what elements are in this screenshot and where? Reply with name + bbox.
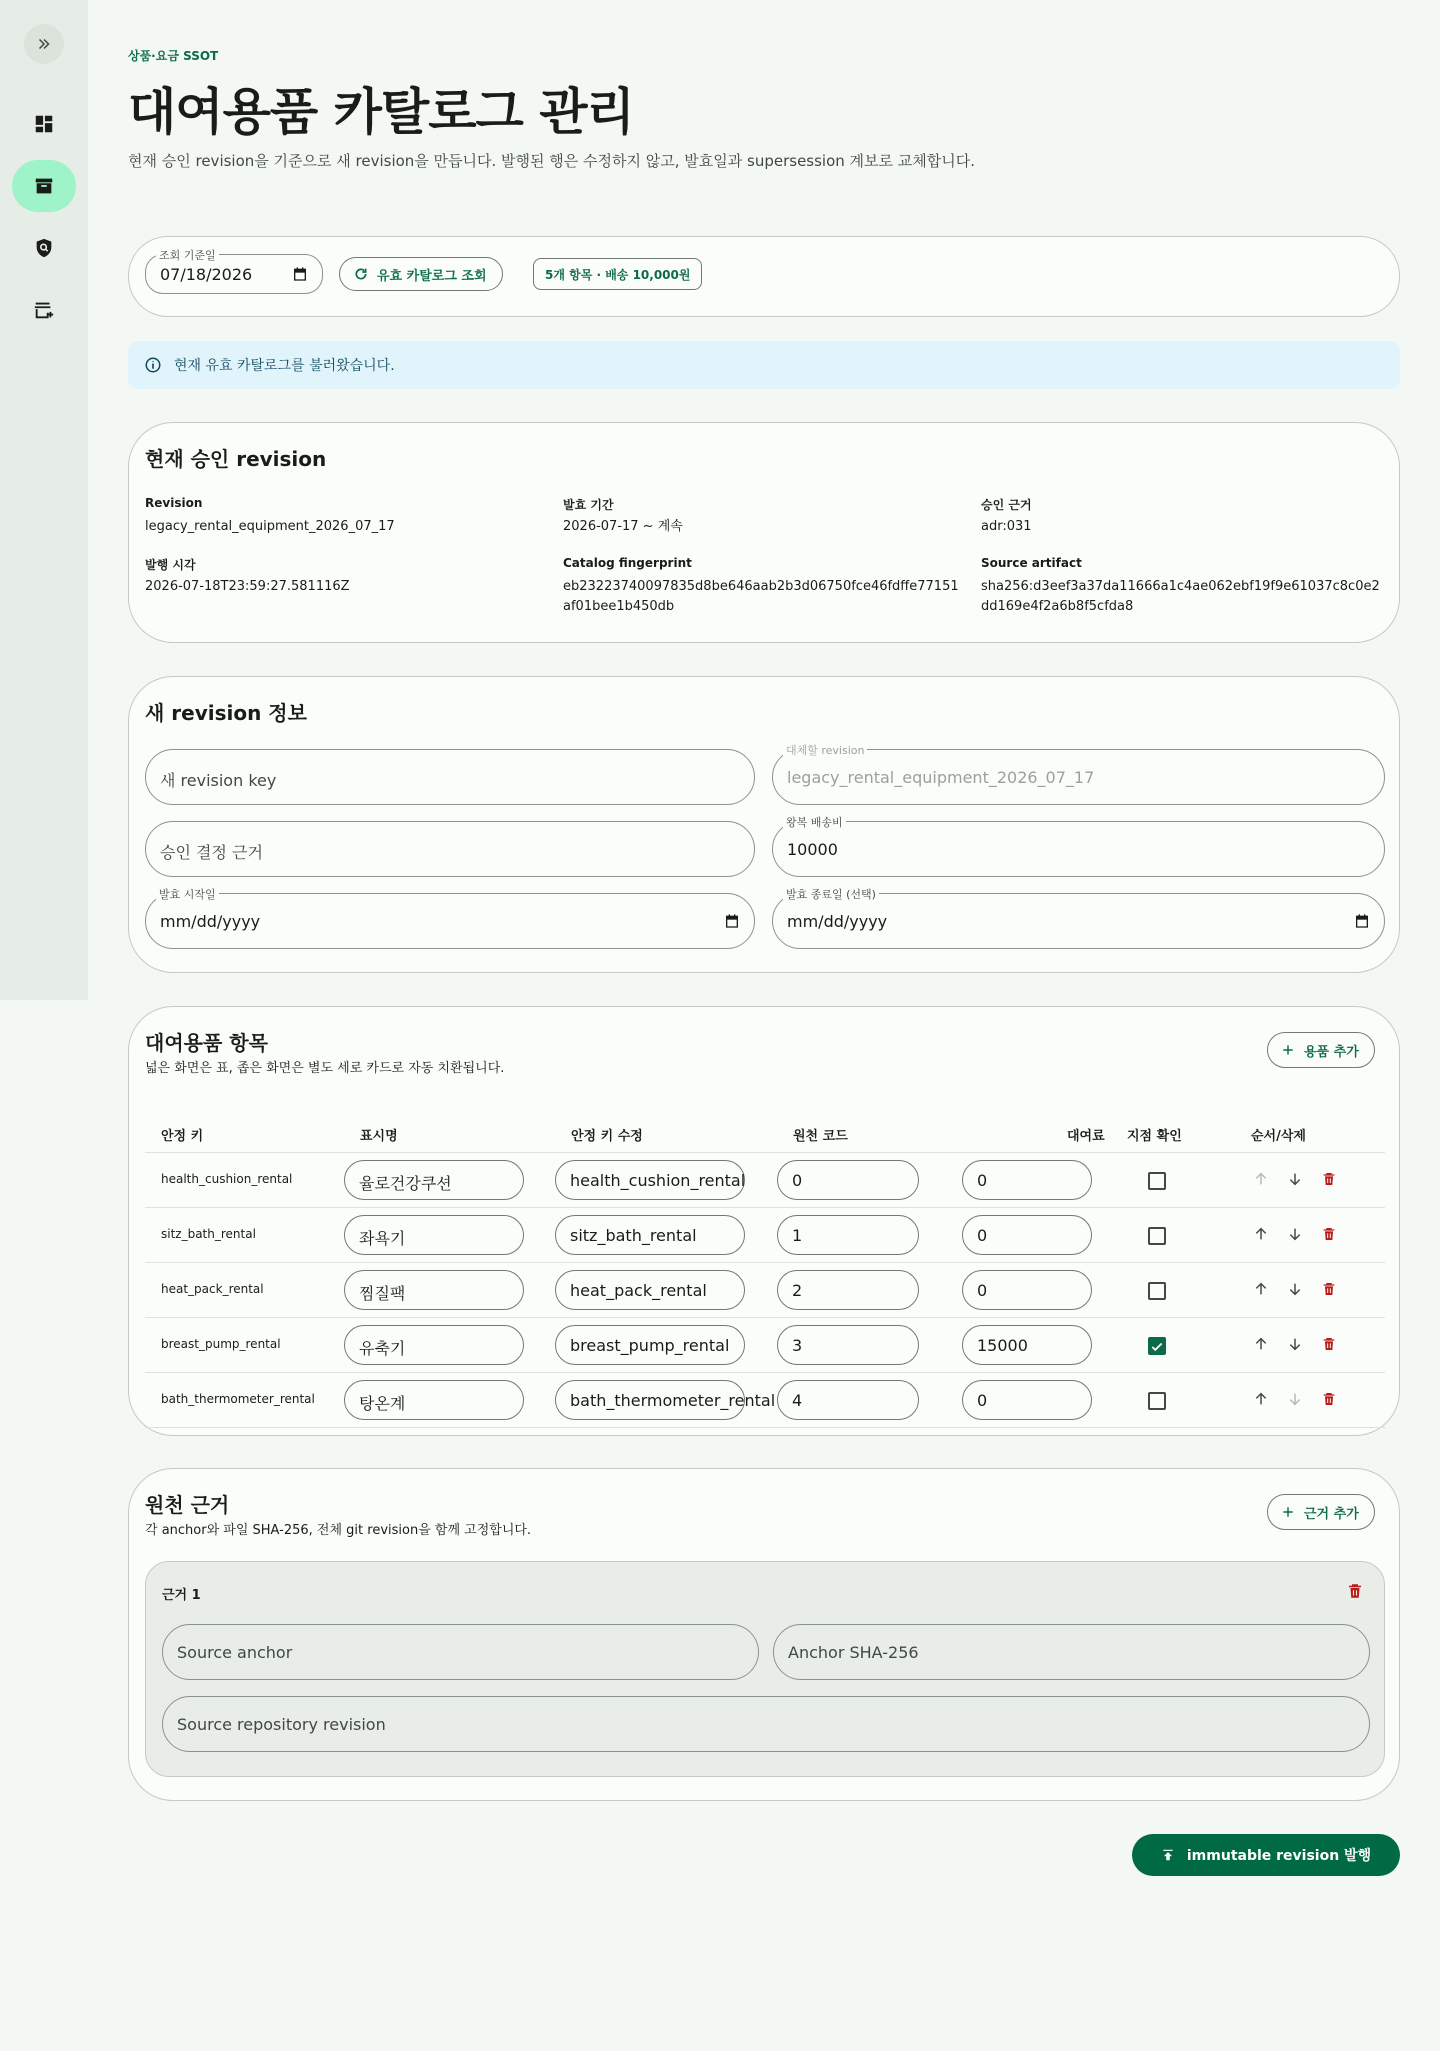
revision-key-input[interactable]	[145, 749, 755, 805]
plus-icon	[1281, 1043, 1295, 1057]
rental-fee-input[interactable]	[962, 1160, 1092, 1200]
table-row	[145, 1318, 1385, 1373]
source-code-input-value: 0	[792, 1171, 803, 1190]
move-down-icon[interactable]	[1287, 1336, 1303, 1352]
key-edit-input-value: sitz_bath_rental	[570, 1226, 697, 1245]
anchor-sha-input[interactable]	[773, 1624, 1370, 1680]
check-icon	[1150, 1340, 1164, 1354]
refresh-icon	[353, 266, 369, 282]
col-key-edit: 안정 키 수정	[571, 1129, 643, 1144]
repo-revision-input[interactable]	[162, 1696, 1370, 1752]
stable-key-cell: heat_pack_rental	[161, 1282, 264, 1296]
display-name-input-value: 찜질팩	[359, 1284, 406, 1303]
fetch-catalog-label: 유효 카탈로그 조회	[377, 268, 487, 284]
page-subtitle: 현재 승인 revision을 기준으로 새 revision을 만듭니다. 발행된 행은 수정하지 않고, 발효일과 supersession 계보로 교체합니다.	[128, 152, 975, 170]
current-revision-title: 현재 승인 revision	[145, 447, 327, 471]
source-code-input[interactable]	[777, 1325, 919, 1365]
evidence-entry-title: 근거 1	[162, 1588, 201, 1603]
rental-fee-input-value: 0	[977, 1281, 988, 1300]
col-branch-check: 지점 확인	[1127, 1129, 1182, 1144]
page-title: 대여용품 카탈로그 관리	[128, 83, 634, 141]
end-date-value: mm/dd/yyyy	[787, 912, 888, 931]
reference-date-label: 조회 기준일	[156, 247, 219, 263]
display-name-input[interactable]	[344, 1270, 524, 1310]
shipping-fee-value: 10000	[787, 840, 838, 859]
source-artifact-value: sha256:d3eef3a37da11666a1c4ae062ebf19f9e61037c8c0e2dd169e4f2a6b8f5cfda8	[981, 579, 1380, 614]
move-up-icon[interactable]	[1253, 1391, 1269, 1407]
current-revision-card	[128, 422, 1400, 643]
add-item-button[interactable]	[1267, 1032, 1375, 1068]
effective-period-value: 2026-07-17 ~ 계속	[563, 519, 683, 534]
key-edit-input[interactable]	[555, 1270, 745, 1310]
delete-icon[interactable]	[1321, 1281, 1337, 1297]
fetch-catalog-button[interactable]	[339, 257, 503, 291]
start-date-input[interactable]	[145, 888, 755, 949]
dashboard-icon	[33, 113, 55, 135]
stable-key-cell: breast_pump_rental	[161, 1337, 281, 1351]
end-date-input[interactable]	[772, 888, 1385, 949]
nav-catalog[interactable]	[12, 160, 76, 212]
items-subtitle: 넓은 화면은 표, 좁은 화면은 별도 세로 카드로 자동 치환됩니다.	[145, 1061, 505, 1076]
expand-icon	[35, 35, 53, 53]
calendar-icon[interactable]	[1354, 913, 1370, 929]
delete-icon[interactable]	[1321, 1171, 1337, 1187]
delete-icon[interactable]	[1321, 1391, 1337, 1407]
nav-dashboard[interactable]	[12, 98, 76, 150]
table-row	[145, 1373, 1385, 1428]
approval-basis-label: 승인 근거	[981, 498, 1032, 512]
reference-date-value: 07/18/2026	[160, 265, 253, 284]
rental-fee-input[interactable]	[962, 1215, 1092, 1255]
rental-fee-input-value: 0	[977, 1391, 988, 1410]
reference-date-input[interactable]	[145, 249, 323, 294]
key-edit-input-value: heat_pack_rental	[570, 1281, 707, 1300]
display-name-input[interactable]	[344, 1215, 524, 1255]
table-row	[145, 1263, 1385, 1318]
key-edit-input[interactable]	[555, 1380, 776, 1420]
key-edit-input-value: bath_thermometer_rental	[570, 1391, 776, 1410]
branch-check-checkbox[interactable]	[1148, 1282, 1166, 1300]
shipping-fee-input[interactable]	[772, 816, 1385, 877]
approval-basis-value: adr:031	[981, 519, 1032, 534]
source-code-input[interactable]	[777, 1215, 919, 1255]
revision-value: legacy_rental_equipment_2026_07_17	[145, 519, 395, 534]
display-name-input[interactable]	[344, 1160, 524, 1200]
info-banner	[128, 341, 1400, 389]
col-source-code: 원천 코드	[793, 1129, 848, 1144]
shipping-fee-label: 왕복 배송비	[783, 814, 846, 830]
move-down-icon[interactable]	[1287, 1281, 1303, 1297]
source-code-input-value: 4	[792, 1391, 803, 1410]
key-edit-input[interactable]	[555, 1325, 745, 1365]
add-evidence-button[interactable]	[1267, 1494, 1375, 1530]
rental-fee-input[interactable]	[962, 1325, 1092, 1365]
move-up-icon[interactable]	[1253, 1171, 1269, 1187]
add-item-label: 용품 추가	[1304, 1044, 1359, 1060]
effective-period-label: 발효 기간	[563, 498, 614, 512]
key-edit-input[interactable]	[555, 1160, 745, 1200]
evidence-entry	[145, 1561, 1385, 1777]
items-card	[128, 1006, 1400, 1436]
move-up-icon[interactable]	[1253, 1281, 1269, 1297]
col-rental-fee: 대여료	[1067, 1129, 1105, 1144]
start-date-label: 발효 시작일	[156, 886, 219, 902]
delete-icon[interactable]	[1321, 1336, 1337, 1352]
summary-chip: 5개 항목 · 배송 10,000원	[533, 258, 702, 290]
col-stable-key: 안정 키	[161, 1129, 204, 1144]
eyebrow: 상품·요금 SSOT	[128, 49, 219, 63]
replace-revision-input	[772, 744, 1385, 805]
calendar-icon[interactable]	[724, 913, 740, 929]
store-add-icon	[33, 299, 55, 321]
rental-fee-input-value: 0	[977, 1171, 988, 1190]
display-name-input[interactable]	[344, 1325, 524, 1365]
archive-icon	[33, 175, 55, 197]
repo-revision-placeholder: Source repository revision	[177, 1715, 386, 1734]
replace-revision-label: 대체할 revision	[783, 742, 867, 758]
source-artifact-label: Source artifact	[981, 556, 1082, 570]
delete-icon[interactable]	[1346, 1582, 1364, 1600]
items-table-header	[145, 1115, 1385, 1153]
source-code-input[interactable]	[777, 1380, 919, 1420]
display-name-input-value: 유축기	[359, 1339, 406, 1358]
rental-fee-input-value: 15000	[977, 1336, 1028, 1355]
decision-basis-placeholder: 승인 결정 근거	[160, 843, 263, 862]
move-down-icon[interactable]	[1287, 1226, 1303, 1242]
info-message: 현재 유효 카탈로그를 불러왔습니다.	[174, 358, 395, 374]
items-title: 대여용품 항목	[145, 1031, 268, 1055]
publish-revision-button[interactable]	[1132, 1834, 1400, 1876]
evidence-card	[128, 1468, 1400, 1801]
source-code-input[interactable]	[777, 1270, 919, 1310]
delete-icon[interactable]	[1321, 1226, 1337, 1242]
navigation-rail	[0, 0, 88, 1000]
rental-fee-input-value: 0	[977, 1226, 988, 1245]
shield-search-icon	[33, 237, 55, 259]
published-at-label: 발행 시각	[145, 558, 196, 572]
source-anchor-input[interactable]	[162, 1624, 759, 1680]
display-name-input-value: 율로건강쿠션	[359, 1174, 452, 1193]
publish-revision-label: immutable revision 발행	[1186, 1848, 1372, 1864]
decision-basis-input[interactable]	[145, 821, 755, 877]
branch-check-checkbox[interactable]	[1148, 1227, 1166, 1245]
table-row	[145, 1208, 1385, 1263]
col-display-name: 표시명	[360, 1129, 398, 1144]
evidence-title: 원천 근거	[145, 1493, 230, 1517]
nav-store-add[interactable]	[12, 284, 76, 336]
key-edit-input-value: breast_pump_rental	[570, 1336, 730, 1355]
anchor-sha-placeholder: Anchor SHA-256	[788, 1643, 919, 1662]
branch-check-checkbox[interactable]	[1148, 1172, 1166, 1190]
stable-key-cell: health_cushion_rental	[161, 1172, 293, 1186]
display-name-input-value: 좌욕기	[359, 1229, 406, 1248]
source-code-input-value: 2	[792, 1281, 803, 1300]
stable-key-cell: bath_thermometer_rental	[161, 1392, 315, 1406]
display-name-input[interactable]	[344, 1380, 524, 1420]
replace-revision-value: legacy_rental_equipment_2026_07_17	[787, 768, 1095, 787]
start-date-value: mm/dd/yyyy	[160, 912, 261, 931]
revision-key-placeholder: 새 revision key	[160, 771, 277, 790]
source-code-input[interactable]	[777, 1160, 919, 1200]
move-down-icon[interactable]	[1287, 1391, 1303, 1407]
table-row	[145, 1153, 1385, 1208]
fingerprint-label: Catalog fingerprint	[563, 556, 692, 570]
branch-check-checkbox[interactable]	[1148, 1392, 1166, 1410]
new-revision-card	[128, 676, 1400, 973]
source-anchor-placeholder: Source anchor	[177, 1643, 293, 1662]
upload-icon	[1161, 1847, 1175, 1863]
rental-fee-input[interactable]	[962, 1270, 1092, 1310]
add-evidence-label: 근거 추가	[1304, 1506, 1359, 1522]
published-at-value: 2026-07-18T23:59:27.581116Z	[145, 579, 350, 594]
revision-label: Revision	[145, 496, 203, 510]
info-icon	[144, 356, 162, 374]
expand-rail-button[interactable]	[24, 24, 64, 64]
display-name-input-value: 탕온계	[359, 1394, 406, 1413]
end-date-label: 발효 종료일 (선택)	[783, 886, 879, 902]
fingerprint-value: eb23223740097835d8be646aab2b3d06750fce46fdffe77151af01bee1b450db	[563, 579, 959, 614]
evidence-subtitle: 각 anchor와 파일 SHA-256, 전체 git revision을 함께 고정합니다.	[145, 1523, 532, 1538]
key-edit-input-value: health_cushion_rental	[570, 1171, 746, 1190]
move-down-icon[interactable]	[1287, 1171, 1303, 1187]
key-edit-input[interactable]	[555, 1215, 745, 1255]
col-order-delete: 순서/삭제	[1251, 1129, 1306, 1144]
branch-check-checkbox[interactable]	[1148, 1337, 1166, 1355]
move-up-icon[interactable]	[1253, 1226, 1269, 1242]
source-code-input-value: 1	[792, 1226, 803, 1245]
plus-icon	[1281, 1505, 1295, 1519]
rental-fee-input[interactable]	[962, 1380, 1092, 1420]
calendar-icon[interactable]	[292, 266, 308, 282]
nav-audit[interactable]	[12, 222, 76, 274]
new-revision-title: 새 revision 정보	[145, 701, 307, 725]
source-code-input-value: 3	[792, 1336, 803, 1355]
stable-key-cell: sitz_bath_rental	[161, 1227, 256, 1241]
move-up-icon[interactable]	[1253, 1336, 1269, 1352]
filter-bar	[128, 236, 1400, 317]
